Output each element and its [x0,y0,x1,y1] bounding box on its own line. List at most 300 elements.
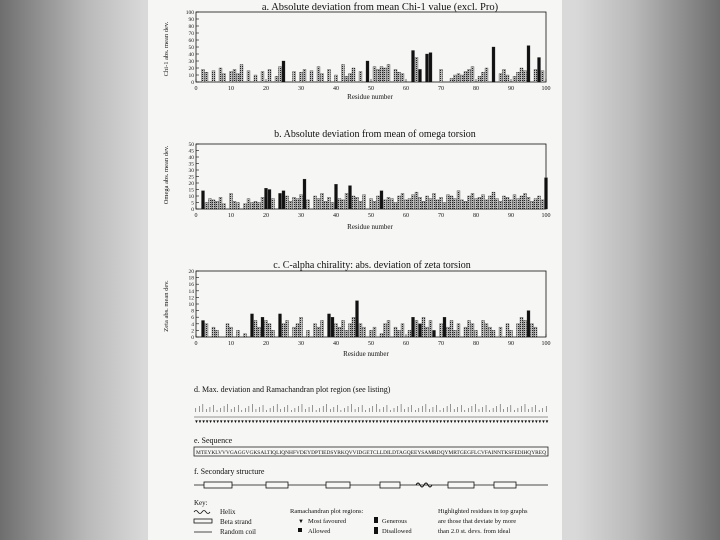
x-tick-label: 80 [473,86,479,92]
bar [370,199,373,209]
x-tick-label: 20 [263,86,269,92]
bar [300,72,303,82]
y-tick-label: 70 [188,31,194,37]
x-tick-label: 20 [263,341,269,347]
x-tick-label: 10 [228,341,234,347]
bar [415,321,418,338]
y-tick-label: 18 [188,275,194,282]
bar [254,75,257,82]
region-marker: ▼ [541,419,546,424]
bar [538,196,541,209]
region-marker: ▼ [353,419,359,424]
chart-b [163,129,551,231]
chart-b-xlabel: Residue number [347,223,393,231]
region-marker: ▼ [318,419,323,424]
chart-b-title: b. Absolute deviation from mean of omega torsion [274,129,476,140]
panel-d-marks [194,404,549,424]
region-marker: ▼ [300,419,305,424]
bar [527,311,530,337]
bar [454,199,457,209]
key-coil: Random coil [220,528,256,536]
bar [440,197,443,209]
y-tick-label: 100 [185,10,194,16]
y-tick-label: 45 [188,148,194,155]
bar [401,324,404,337]
panel-d [194,385,549,424]
chart-c-ylabel: Zeta abs. mean dev. [163,280,170,332]
bar [352,317,355,337]
bar [286,321,289,338]
figure [148,0,562,540]
chart-c-xlabel: Residue number [343,350,389,358]
bar [373,67,376,82]
bar [356,197,359,209]
region-marker: ▼ [275,419,281,424]
region-marker: ▼ [346,419,351,424]
x-tick-label: 10 [228,213,234,219]
most-favoured-icon: ▼ [298,519,304,525]
bar [321,321,324,338]
bar [377,196,380,209]
region-marker: ▼ [466,419,472,424]
bar [216,201,219,209]
region-marker: ▼ [378,419,383,424]
region-marker: ▼ [325,419,330,424]
bar [510,330,513,337]
bar [286,196,289,209]
bar [545,178,548,209]
region-marker: ▼ [233,419,238,424]
key-rama-title: Ramachandran plot regions: [290,508,364,515]
bar [303,179,306,209]
bar [415,192,418,209]
y-tick-label: 25 [188,174,194,181]
region-marker: ▼ [279,419,284,424]
region-marker: ▼ [470,419,475,424]
bar [471,193,474,209]
bar [478,197,481,209]
y-tick-label: 0 [191,80,194,86]
allowed-icon [298,528,302,532]
x-tick-label: 50 [368,86,374,92]
bar [440,69,443,82]
bar [506,324,509,337]
region-marker: ▼ [488,419,493,424]
bar [328,197,331,209]
bar [412,195,415,209]
bar [300,317,303,337]
bar [485,68,488,82]
y-tick-label: 10 [188,302,194,308]
bar [328,69,331,82]
region-marker: ▼ [424,419,429,424]
region-marker: ▼ [381,419,387,424]
x-tick-label: 60 [403,86,409,92]
y-tick-label: 30 [188,59,194,65]
bar [394,203,397,210]
bar [359,72,362,83]
bar [282,61,285,82]
region-marker: ▼ [332,419,337,424]
bar [373,327,376,337]
bar [296,324,299,337]
region-marker: ▼ [286,419,291,424]
region-marker: ▼ [473,419,479,424]
bar [520,196,523,209]
y-tick-label: 30 [188,168,194,174]
disallowed-icon [374,527,378,534]
bar [387,321,390,338]
x-tick-label: 30 [298,86,304,92]
bar [268,69,271,82]
region-marker: ▼ [481,419,486,424]
bar [450,321,453,338]
bar [366,61,369,82]
x-tick-label: 60 [403,213,409,219]
x-tick-label: 60 [403,341,409,347]
bar [510,200,513,209]
bar [338,199,341,209]
bar [307,200,310,209]
bar [464,201,467,209]
bar [534,199,537,209]
bar [247,71,250,82]
region-marker: ▼ [360,419,366,424]
bar [342,321,345,338]
bar [468,196,471,209]
bar [349,74,352,82]
bar [475,330,478,337]
bar [419,324,422,337]
x-tick-label: 30 [298,213,304,219]
x-tick-label: 90 [508,341,514,347]
region-marker: ▼ [452,419,458,424]
bar [338,327,341,337]
generous-icon [374,517,378,523]
bar [377,69,380,82]
y-tick-label: 6 [191,315,194,322]
key-strand: Beta strand [220,518,252,526]
bar [219,197,222,209]
bar [454,75,457,82]
region-marker: ▼ [537,419,543,424]
region-marker: ▼ [328,419,334,424]
bar [293,72,296,83]
y-tick-label: 10 [188,73,194,79]
region-marker: ▼ [434,419,440,424]
bar [440,324,443,337]
region-marker: ▼ [491,419,497,424]
region-marker: ▼ [459,419,465,424]
bar [531,201,534,209]
bar [443,317,446,337]
bar [499,74,502,82]
bar [373,201,376,209]
bar [279,193,282,209]
region-marker: ▼ [289,419,295,424]
bar [272,199,275,209]
bar [457,191,460,209]
bar [513,195,516,209]
bar [335,184,338,209]
bar [282,191,285,209]
document-page [148,0,562,540]
bar [398,330,401,337]
bar [233,69,236,82]
bar [412,317,415,337]
x-tick-label: 70 [438,341,444,347]
region-marker: ▼ [420,419,426,424]
bar [426,54,429,82]
bar [265,321,268,338]
y-tick-label: 0 [191,207,194,213]
bar [429,199,432,209]
region-marker: ▼ [495,419,500,424]
bar [202,191,205,209]
bar [478,76,481,82]
x-tick-label: 70 [438,86,444,92]
region-marker: ▼ [272,419,277,424]
region-marker: ▼ [208,419,213,424]
region-marker: ▼ [512,419,518,424]
bar [394,327,397,337]
region-marker: ▼ [261,419,266,424]
bar [363,327,366,337]
bar [279,67,282,82]
region-marker: ▼ [406,419,412,424]
bar [202,321,205,338]
x-tick-label: 0 [194,213,198,219]
bar [268,190,271,210]
bar [447,195,450,209]
bar [258,327,261,337]
x-tick-label: 40 [333,86,339,92]
bar [289,201,292,209]
bar [279,314,282,337]
bar [237,203,240,210]
bar [468,69,471,82]
bar [485,324,488,337]
x-tick-label: 40 [333,341,339,347]
bar [265,188,268,209]
panel-f [194,467,548,488]
beta-strand-box [326,482,350,488]
region-marker: ▼ [314,419,320,424]
panel-d-title: d. Max. deviation and Ramachandran plot region (see listing) [194,385,391,394]
chart-c-plot [189,269,551,347]
bar [300,195,303,209]
bar [384,200,387,209]
beta-strand-box [380,482,400,488]
region-marker: ▼ [194,419,199,424]
panel-e [194,436,548,456]
chart-a-plot [186,10,551,92]
region-marker: ▼ [516,419,521,424]
region-marker: ▼ [250,419,256,424]
bar [503,69,506,82]
region-marker: ▼ [215,419,220,424]
bar [293,327,296,337]
bar [419,69,422,82]
region-marker: ▼ [226,419,231,424]
bar [321,193,324,209]
bar [482,72,485,82]
bar [345,330,348,337]
region-marker: ▼ [371,419,376,424]
bar [359,324,362,337]
region-marker: ▼ [427,419,433,424]
bar [303,69,306,82]
bar [482,195,485,209]
region-marker: ▼ [399,419,405,424]
region-marker: ▼ [438,419,443,424]
region-marker: ▼ [388,419,394,424]
bar [328,314,331,337]
bar [524,71,527,82]
bar [520,317,523,337]
bar [307,330,310,337]
bar [492,192,495,209]
bar [461,200,464,209]
bar [517,324,520,337]
chart-b-ylabel: Omega abs. mean dev. [163,145,170,205]
region-marker: ▼ [523,419,528,424]
bar [531,324,534,337]
region-marker: ▼ [197,419,203,424]
bar [317,199,320,209]
bar [394,69,397,82]
region-marker: ▼ [311,419,316,424]
region-marker: ▼ [530,419,536,424]
bar [499,201,502,209]
bar [202,69,205,82]
x-tick-label: 0 [194,86,198,92]
bar [216,330,219,337]
bar [205,72,208,82]
bar [489,196,492,209]
y-tick-label: 14 [188,288,194,295]
y-tick-label: 0 [191,335,194,341]
bar [485,200,488,209]
x-tick-label: 0 [194,341,198,347]
y-tick-label: 40 [188,155,194,161]
bar [370,330,373,337]
bar [359,201,362,209]
panel-f-title: f. Secondary structure [194,467,265,476]
bar [261,197,264,209]
bar [384,68,387,82]
x-tick-label: 30 [298,341,304,347]
x-tick-label: 50 [368,213,374,219]
bar [205,203,208,210]
bar [230,193,233,209]
region-marker: ▼ [211,419,217,424]
bar [450,79,453,83]
bar [212,327,215,337]
region-marker: ▼ [502,419,507,424]
bar [426,196,429,209]
bar [380,67,383,82]
x-tick-label: 10 [228,86,234,92]
y-tick-label: 12 [188,295,194,302]
bar [429,53,432,82]
key-legend [194,499,528,536]
region-marker: ▼ [219,419,224,424]
bar [212,71,215,82]
region-marker: ▼ [534,419,539,424]
bar [237,74,240,82]
region-marker: ▼ [350,419,355,424]
y-tick-label: 4 [191,321,194,328]
bar [517,72,520,82]
bar [345,76,348,82]
bar [219,68,222,82]
sequence-text: MTEYKLVVVGAGGVGKSALTIQLIQNHFVDEYDPTIEDSYRKQVVIDGETCLLDILDTAGQEEYSAMRDQYMRTGEGFLCVFAINNTKSFEDIHQYREQ [196,451,547,456]
key-note-line-2: are those that deviate by more [438,518,517,525]
bar [233,201,236,209]
region-marker: ▼ [342,419,348,424]
bar [492,330,495,337]
region-marker: ▼ [247,419,252,424]
bar [349,186,352,209]
region-marker: ▼ [403,419,408,424]
bar [419,197,422,209]
bar [520,68,523,82]
x-tick-label: 100 [541,341,551,347]
y-tick-label: 8 [191,308,194,315]
region-marker: ▼ [396,419,401,424]
region-marker: ▼ [431,419,436,424]
beta-strand-box [448,482,474,488]
region-marker: ▼ [257,419,263,424]
y-tick-label: 40 [188,52,194,58]
x-tick-label: 80 [473,341,479,347]
chart-c-title: c. C-alpha chirality: abs. deviation of zeta torsion [273,260,471,271]
bar [324,201,327,209]
helix-key-icon [194,511,210,514]
chart-a [163,2,551,101]
bar [513,76,516,82]
bar [387,197,390,209]
x-tick-label: 70 [438,213,444,219]
x-tick-label: 20 [263,213,269,219]
region-marker: ▼ [296,419,302,424]
x-tick-label: 100 [541,86,551,92]
region-marker: ▼ [484,419,490,424]
bar [223,74,226,82]
chart-b-plot [189,142,551,219]
beta-strand-box [266,482,288,488]
y-tick-label: 80 [188,24,194,30]
bar [244,334,247,337]
bar [342,65,345,83]
bar [282,324,285,337]
bar [426,327,429,337]
bar [352,196,355,209]
region-marker: ▼ [229,419,235,424]
bar [524,193,527,209]
region-marker: ▼ [449,419,454,424]
bar [251,314,254,337]
bar [492,47,495,82]
bar [314,324,317,337]
bar [310,71,313,82]
bar [380,334,383,337]
key-helix: Helix [220,508,236,516]
region-marker: ▼ [268,419,274,424]
region-marker: ▼ [413,419,419,424]
bar [331,317,334,337]
